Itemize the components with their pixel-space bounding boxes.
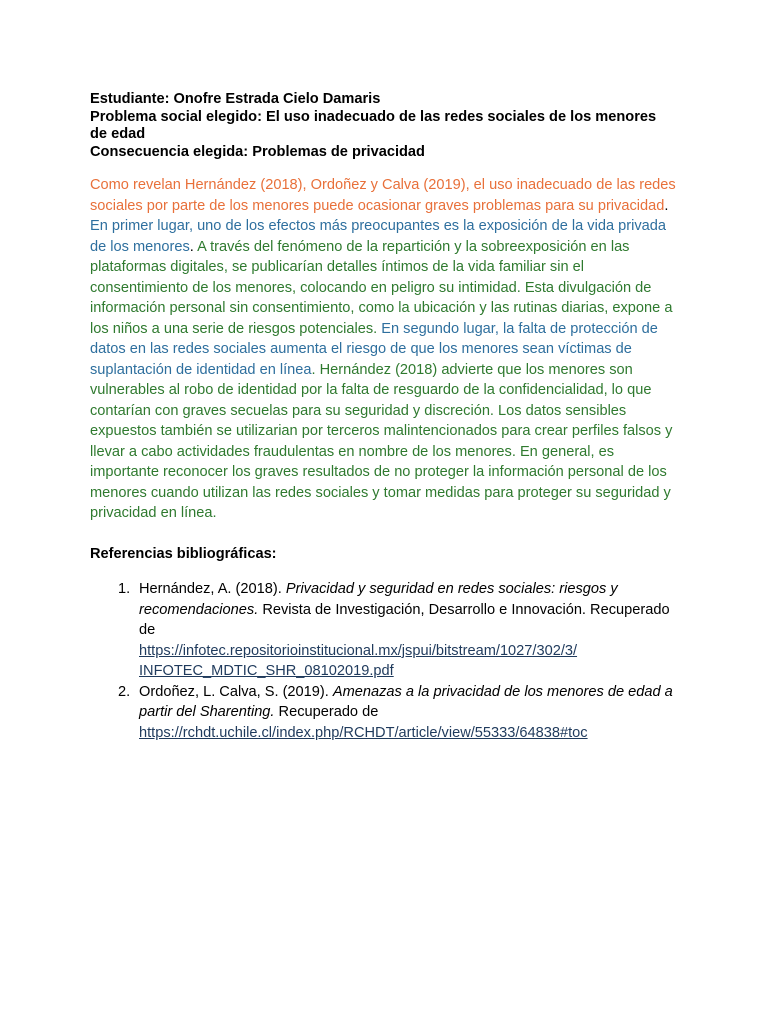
- paragraph-punctuation-1: .: [664, 197, 669, 214]
- reference-item-2: [90, 682, 680, 744]
- paragraph-second-explanation: . Hernández (2018) advierte que los menores son vulnerables al robo de identidad por la falta de resguardo de la confidencialidad, lo que contarían con graves secuelas para su seguridad y discreción. Los datos sensibles expuestos también se utilizarian por terceros malintencionados para crear perfiles falsos y llevar a cabo actividades fraudulentas en nombre de los menores. En general, es importante reconocer los graves resultados de no proteger la información personal de los menores cuando utilizan las redes sociales y tomar medidas para proteger su seguridad y privacidad en línea.: [90, 361, 673, 522]
- references-list: [90, 579, 680, 743]
- reference-link-1[interactable]: [139, 643, 577, 680]
- paragraph-first-explanation: A través del fenómeno de la repartición y la sobreexposición en las plataformas digitales, se publicarían detalles íntimos de la vida familiar sin el consentimiento de los menores, colocando en peligro su intimidad. Esta divulgación de información personal sin consentimiento, como la ubicación y las rutinas diarias, expone a los niños a una serie de riesgos potenciales.: [90, 238, 673, 337]
- reference-link-2[interactable]: https://rchdt.uchile.cl/index.php/RCHDT/article/view/55333/64838#toc: [139, 724, 588, 741]
- student-line: Estudiante: Onofre Estrada Cielo Damaris: [90, 91, 381, 107]
- consequence-line: Consecuencia elegida: Problemas de privacidad: [90, 143, 425, 160]
- reference-source: Revista de Investigación, Desarrollo e Innovación. Recuperado de: [139, 601, 670, 639]
- paragraph-second-point: En segundo lugar, la falta de protección de datos en las redes sociales aumenta el riesgo de que los menores sean víctimas de suplantación de identidad en línea: [90, 320, 658, 378]
- body-paragraph: [90, 175, 680, 524]
- reference-title: Amenazas a la privacidad de los menores de edad a partir del Sharenting.: [139, 683, 673, 721]
- reference-item-1: [90, 579, 680, 682]
- paragraph-punctuation-2: .: [189, 238, 198, 255]
- paragraph-intro-segment: Como revelan Hernández (2018), Ordoñez y Calva (2019), el uso inadecuado de las redes sociales por parte de los menores puede ocasionar graves problemas para su privacidad: [90, 177, 676, 214]
- reference-title: Privacidad y seguridad en redes sociales: riesgos y recomendaciones.: [139, 581, 618, 618]
- reference-author: Hernández, A. (2018).: [139, 581, 286, 598]
- reference-number: 2.: [118, 683, 131, 700]
- problem-line-part2: de edad: [90, 126, 146, 143]
- reference-number: 1.: [118, 581, 131, 598]
- references-title: Referencias bibliográficas:: [90, 545, 277, 562]
- problem-line: [90, 109, 680, 144]
- document-header: [90, 91, 680, 161]
- paragraph-first-point: En primer lugar, uno de los efectos más preocupantes es la exposición de la vida privada de los menores: [90, 218, 666, 255]
- reference-link-1-part1: https://infotec.repositorioinstitucional.mx/jspui/bitstream/1027/302/3/: [139, 642, 578, 659]
- reference-author: Ordoñez, L. Calva, S. (2019).: [139, 683, 333, 700]
- problem-line-part1: Problema social elegido: El uso inadecuado de las redes sociales de los menores: [90, 108, 657, 125]
- reference-source: Recuperado de: [274, 704, 379, 721]
- document-page: [90, 91, 680, 743]
- reference-link-1-part2: INFOTEC_MDTIC_SHR_08102019.pdf: [139, 663, 394, 680]
